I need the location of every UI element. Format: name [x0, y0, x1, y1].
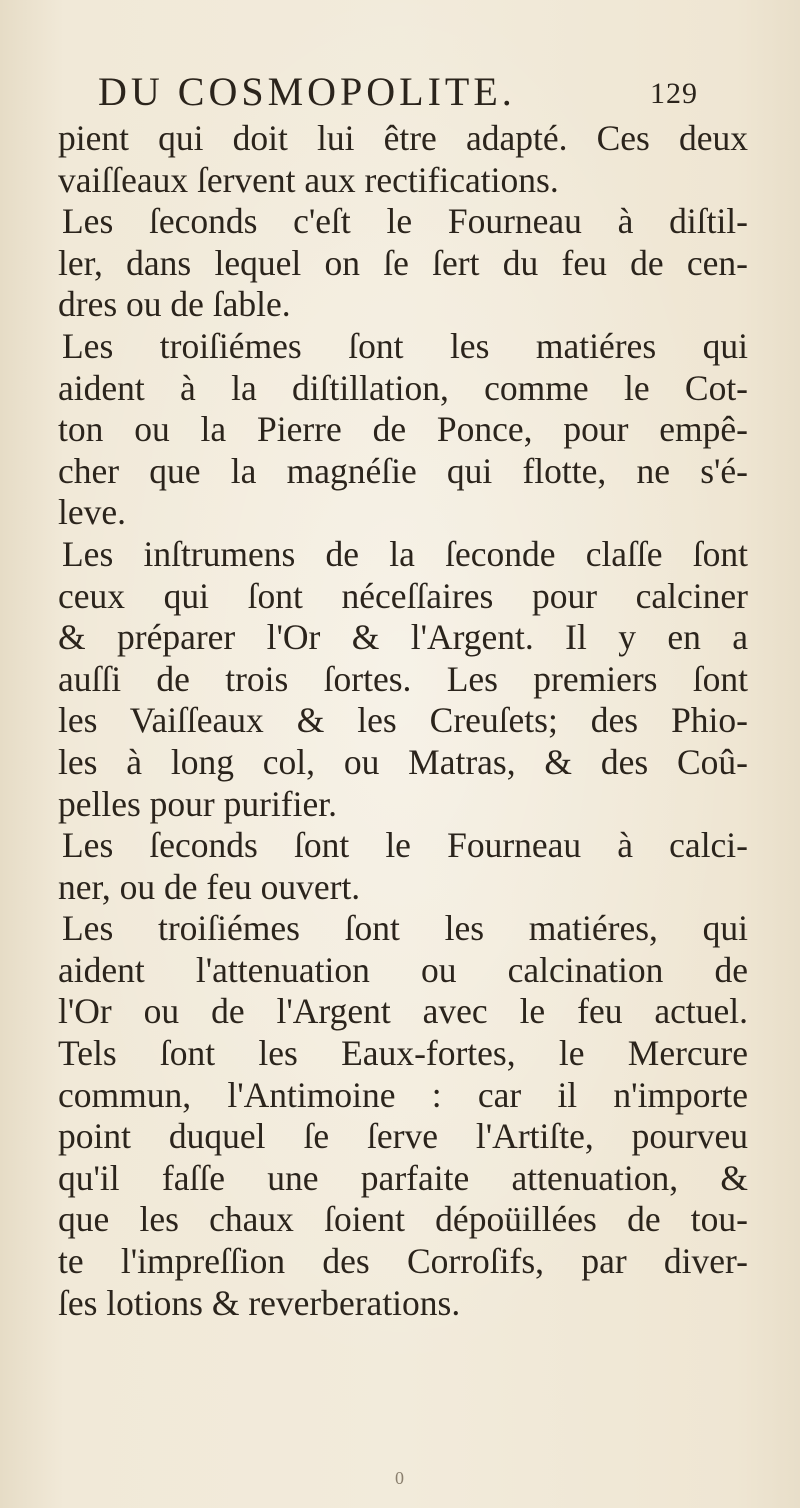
footer-mark: 0	[395, 1468, 404, 1488]
text-line: auſſi de trois ſortes. Les premiers ſont	[58, 658, 748, 699]
text-line: ler, dans lequel on ſe ſert du feu de cen-	[58, 242, 748, 283]
text-line: pient qui doit lui être adapté. Ces deux	[58, 118, 748, 158]
text-line: commun, l'Antimoine : car il n'importe	[58, 1074, 748, 1115]
body-text	[58, 118, 748, 1324]
text-line: Les troiſiémes ſont les matiéres, qui	[62, 908, 748, 949]
text-line: ner, ou de feu ouvert.	[58, 866, 361, 907]
text-line: Les ſeconds c'eſt le Fourneau à diſtil-	[62, 201, 748, 242]
text-line: pelles pour purifier.	[58, 783, 337, 824]
text-line: aident à la diſtillation, comme le Cot-	[58, 367, 748, 408]
text-line: leve.	[58, 492, 127, 533]
text-line: Les inſtrumens de la ſeconde claſſe ſont	[62, 533, 748, 574]
text-line: point duquel ſe ſerve l'Artiſte, pourveu	[58, 1116, 748, 1157]
text-line: les Vaiſſeaux & les Creuſets; des Phio-	[58, 700, 748, 741]
text-line: Tels ſont les Eaux-fortes, le Mercure	[58, 1033, 748, 1074]
text-line: les à long col, ou Matras, & des Coû-	[58, 741, 748, 782]
page-header	[98, 70, 698, 114]
running-title: DU COSMOPOLITE.	[98, 69, 516, 114]
text-line: Les troiſiémes ſont les matiéres qui	[62, 325, 748, 366]
text-line: & préparer l'Or & l'Argent. Il y en a	[58, 617, 748, 658]
text-line: l'Or ou de l'Argent avec le feu actuel.	[58, 991, 748, 1032]
text-line: te l'impreſſion des Corroſifs, par diver-	[58, 1241, 748, 1282]
text-line: ſes lotions & reverberations.	[58, 1282, 461, 1323]
text-line: aident l'attenuation ou calcination de	[58, 949, 748, 990]
text-line: vaiſſeaux ſervent aux rectifications.	[58, 159, 559, 200]
text-line: ton ou la Pierre de Ponce, pour empê-	[58, 409, 748, 450]
text-line: ceux qui ſont néceſſaires pour calciner	[58, 575, 748, 616]
text-line: Les ſeconds ſont le Fourneau à calci-	[62, 825, 748, 866]
text-line: dres ou de ſable.	[58, 284, 291, 325]
page-number: 129	[650, 77, 698, 110]
text-line: qu'il faſſe une parfaite attenuation, &	[58, 1157, 748, 1198]
text-line: cher que la magnéſie qui flotte, ne s'é-	[58, 450, 748, 491]
text-line: que les chaux ſoient dépoüillées de tou-	[58, 1199, 748, 1240]
